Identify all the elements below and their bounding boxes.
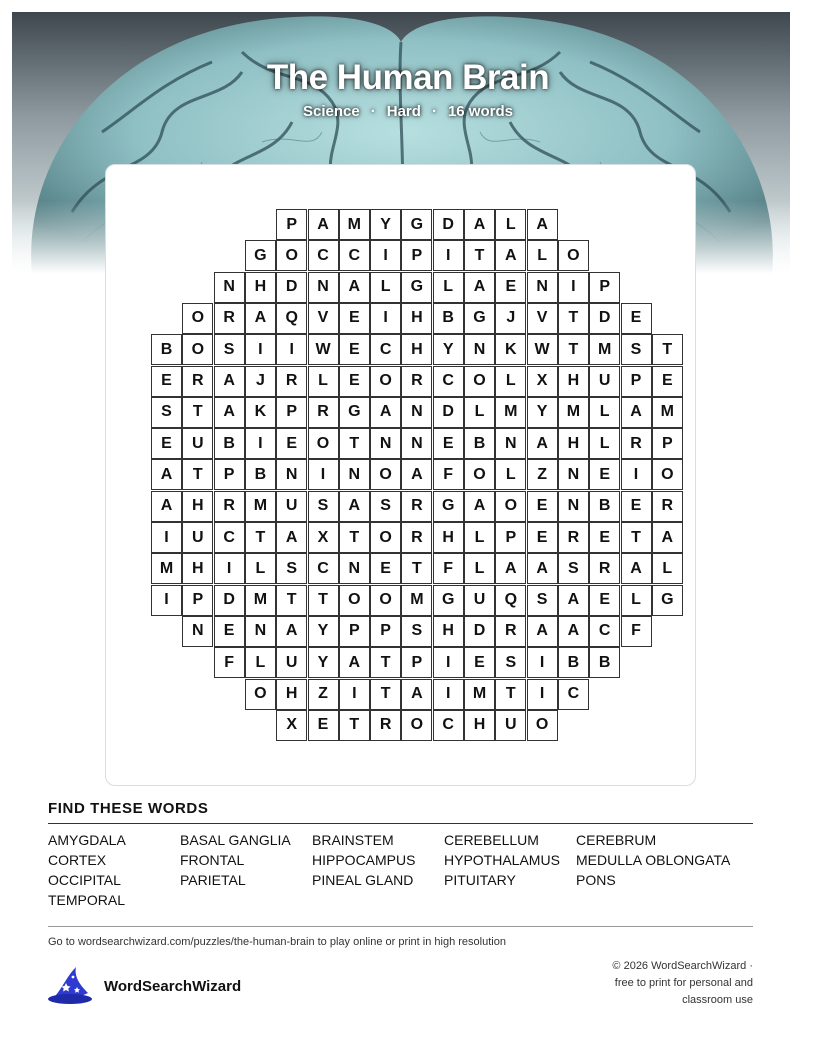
- grid-cell[interactable]: E: [652, 366, 683, 397]
- separator-dot: ·: [431, 103, 437, 120]
- grid-cell[interactable]: A: [464, 491, 495, 522]
- grid-cell[interactable]: B: [151, 334, 182, 365]
- grid-cell[interactable]: O: [370, 459, 401, 490]
- word-list-item: CEREBRUM: [576, 832, 657, 848]
- grid-cell[interactable]: R: [495, 616, 526, 647]
- grid-cell[interactable]: L: [527, 240, 558, 271]
- grid-cell[interactable]: X: [527, 366, 558, 397]
- grid-cell[interactable]: Z: [308, 679, 339, 710]
- grid-cell[interactable]: T: [182, 459, 213, 490]
- grid-cell[interactable]: F: [621, 616, 652, 647]
- grid-cell[interactable]: R: [652, 491, 683, 522]
- grid-cell[interactable]: D: [433, 397, 464, 428]
- grid-cell[interactable]: W: [308, 334, 339, 365]
- grid-cell[interactable]: N: [214, 272, 245, 303]
- grid-cell[interactable]: I: [245, 428, 276, 459]
- grid-cell[interactable]: G: [401, 209, 432, 240]
- grid-cell[interactable]: M: [558, 397, 589, 428]
- grid-cell[interactable]: R: [182, 366, 213, 397]
- grid-cell[interactable]: N: [401, 397, 432, 428]
- grid-cell[interactable]: A: [652, 522, 683, 553]
- grid-cell[interactable]: M: [339, 209, 370, 240]
- grid-cell[interactable]: W: [527, 334, 558, 365]
- grid-cell[interactable]: E: [214, 616, 245, 647]
- brand-name: WordSearchWizard: [104, 978, 242, 995]
- grid-cell[interactable]: A: [370, 397, 401, 428]
- grid-cell[interactable]: D: [276, 272, 307, 303]
- grid-cell[interactable]: A: [401, 679, 432, 710]
- grid-cell[interactable]: D: [214, 585, 245, 616]
- word-list-item: HIPPOCAMPUS: [312, 852, 416, 868]
- grid-cell[interactable]: C: [558, 679, 589, 710]
- grid-cell[interactable]: D: [589, 303, 620, 334]
- grid-cell[interactable]: R: [370, 710, 401, 741]
- grid-cell[interactable]: S: [276, 553, 307, 584]
- grid-cell[interactable]: L: [464, 553, 495, 584]
- grid-cell[interactable]: P: [214, 459, 245, 490]
- word-list: [48, 832, 758, 908]
- grid-cell[interactable]: A: [527, 209, 558, 240]
- grid-cell[interactable]: B: [214, 428, 245, 459]
- wizard-hat-icon: [46, 963, 94, 1010]
- grid-cell[interactable]: F: [214, 647, 245, 678]
- word-list-item: PONS: [576, 872, 616, 888]
- grid-cell[interactable]: A: [401, 459, 432, 490]
- grid-cell[interactable]: C: [370, 334, 401, 365]
- grid-cell[interactable]: T: [339, 522, 370, 553]
- copyright-line: © 2026 WordSearchWizard ·: [612, 960, 753, 972]
- grid-cell[interactable]: E: [621, 303, 652, 334]
- grid-cell[interactable]: J: [495, 303, 526, 334]
- grid-cell[interactable]: C: [308, 240, 339, 271]
- grid-cell[interactable]: A: [527, 616, 558, 647]
- grid-cell[interactable]: G: [433, 491, 464, 522]
- grid-cell[interactable]: H: [182, 491, 213, 522]
- grid-cell[interactable]: O: [370, 522, 401, 553]
- grid-cell[interactable]: N: [339, 553, 370, 584]
- grid-cell[interactable]: N: [495, 428, 526, 459]
- grid-cell[interactable]: G: [652, 585, 683, 616]
- grid-cell[interactable]: B: [589, 647, 620, 678]
- grid-cell[interactable]: O: [527, 710, 558, 741]
- grid-cell[interactable]: Y: [308, 616, 339, 647]
- word-list-item: MEDULLA OBLONGATA: [576, 852, 731, 868]
- grid-cell[interactable]: A: [339, 272, 370, 303]
- grid-cell[interactable]: H: [401, 334, 432, 365]
- grid-cell[interactable]: O: [464, 366, 495, 397]
- grid-cell[interactable]: H: [464, 710, 495, 741]
- grid-cell[interactable]: A: [527, 428, 558, 459]
- grid-cell[interactable]: M: [464, 679, 495, 710]
- grid-cell[interactable]: I: [370, 303, 401, 334]
- grid-cell[interactable]: N: [464, 334, 495, 365]
- grid-cell[interactable]: A: [276, 522, 307, 553]
- grid-cell[interactable]: T: [401, 553, 432, 584]
- word-count-label: 16 words: [447, 103, 513, 120]
- grid-cell[interactable]: L: [464, 397, 495, 428]
- grid-cell[interactable]: A: [214, 366, 245, 397]
- grid-cell[interactable]: C: [433, 366, 464, 397]
- grid-cell[interactable]: I: [151, 522, 182, 553]
- grid-cell[interactable]: A: [339, 647, 370, 678]
- grid-cell[interactable]: A: [245, 303, 276, 334]
- word-list-item: PARIETAL: [180, 872, 246, 888]
- grid-cell[interactable]: I: [433, 679, 464, 710]
- grid-cell[interactable]: N: [370, 428, 401, 459]
- grid-cell[interactable]: A: [464, 272, 495, 303]
- grid-cell[interactable]: U: [182, 428, 213, 459]
- grid-cell[interactable]: I: [339, 679, 370, 710]
- grid-cell[interactable]: O: [495, 491, 526, 522]
- grid-cell[interactable]: I: [308, 459, 339, 490]
- grid-cell[interactable]: R: [589, 553, 620, 584]
- grid-cell[interactable]: C: [433, 710, 464, 741]
- grid-cell[interactable]: R: [276, 366, 307, 397]
- grid-cell[interactable]: O: [401, 710, 432, 741]
- grid-cell[interactable]: L: [245, 647, 276, 678]
- grid-cell[interactable]: O: [370, 366, 401, 397]
- grid-cell[interactable]: T: [558, 334, 589, 365]
- grid-cell[interactable]: T: [370, 679, 401, 710]
- grid-cell[interactable]: L: [245, 553, 276, 584]
- grid-cell[interactable]: S: [495, 647, 526, 678]
- grid-cell[interactable]: F: [433, 553, 464, 584]
- puzzle-card: [105, 164, 696, 786]
- grid-cell[interactable]: Y: [527, 397, 558, 428]
- grid-cell[interactable]: L: [495, 209, 526, 240]
- grid-cell[interactable]: N: [527, 272, 558, 303]
- grid-cell[interactable]: A: [308, 209, 339, 240]
- grid-cell[interactable]: B: [558, 647, 589, 678]
- grid-cell[interactable]: H: [558, 428, 589, 459]
- grid-cell[interactable]: M: [589, 334, 620, 365]
- word-list-item: TEMPORAL: [48, 892, 126, 908]
- grid-cell[interactable]: A: [151, 491, 182, 522]
- grid-cell[interactable]: H: [276, 679, 307, 710]
- grid-cell[interactable]: A: [495, 553, 526, 584]
- grid-cell[interactable]: T: [370, 647, 401, 678]
- grid-cell[interactable]: L: [370, 272, 401, 303]
- grid-cell[interactable]: T: [652, 334, 683, 365]
- grid-cell[interactable]: A: [214, 397, 245, 428]
- grid-cell[interactable]: I: [214, 553, 245, 584]
- grid-cell[interactable]: S: [621, 334, 652, 365]
- grid-cell[interactable]: K: [495, 334, 526, 365]
- grid-cell[interactable]: B: [433, 303, 464, 334]
- grid-cell[interactable]: A: [276, 616, 307, 647]
- grid-cell[interactable]: A: [558, 616, 589, 647]
- grid-cell[interactable]: L: [652, 553, 683, 584]
- grid-cell[interactable]: P: [339, 616, 370, 647]
- grid-cell[interactable]: E: [370, 553, 401, 584]
- grid-cell[interactable]: P: [652, 428, 683, 459]
- grid-cell[interactable]: H: [245, 272, 276, 303]
- grid-cell[interactable]: E: [527, 491, 558, 522]
- grid-cell[interactable]: Q: [495, 585, 526, 616]
- grid-cell[interactable]: T: [558, 303, 589, 334]
- grid-cell[interactable]: U: [276, 647, 307, 678]
- copyright-line: free to print for personal and: [614, 977, 753, 989]
- grid-cell[interactable]: E: [339, 334, 370, 365]
- grid-cell[interactable]: H: [182, 553, 213, 584]
- grid-cell[interactable]: U: [464, 585, 495, 616]
- grid-cell[interactable]: I: [370, 240, 401, 271]
- grid-cell[interactable]: C: [214, 522, 245, 553]
- grid-cell[interactable]: R: [621, 428, 652, 459]
- grid-cell[interactable]: N: [558, 459, 589, 490]
- grid-cell[interactable]: P: [589, 272, 620, 303]
- grid-cell[interactable]: R: [214, 303, 245, 334]
- puzzle-title: The Human Brain: [266, 58, 550, 97]
- grid-cell[interactable]: U: [589, 366, 620, 397]
- grid-cell[interactable]: S: [151, 397, 182, 428]
- grid-cell[interactable]: I: [245, 334, 276, 365]
- grid-cell[interactable]: S: [558, 553, 589, 584]
- grid-cell[interactable]: N: [245, 616, 276, 647]
- puzzle-meta: [0, 103, 816, 120]
- grid-cell[interactable]: O: [308, 428, 339, 459]
- grid-cell[interactable]: N: [401, 428, 432, 459]
- grid-cell[interactable]: N: [308, 272, 339, 303]
- grid-cell[interactable]: U: [182, 522, 213, 553]
- grid-cell[interactable]: C: [589, 616, 620, 647]
- grid-cell[interactable]: A: [527, 553, 558, 584]
- grid-cell[interactable]: O: [245, 679, 276, 710]
- grid-cell[interactable]: G: [339, 397, 370, 428]
- grid-cell[interactable]: E: [621, 491, 652, 522]
- grid-cell[interactable]: A: [621, 397, 652, 428]
- copyright-notice: [593, 958, 753, 1009]
- grid-cell[interactable]: T: [339, 710, 370, 741]
- grid-cell[interactable]: N: [558, 491, 589, 522]
- word-list-item: HYPOTHALAMUS: [444, 852, 560, 868]
- grid-cell[interactable]: B: [245, 459, 276, 490]
- grid-cell[interactable]: T: [308, 585, 339, 616]
- footer-note: Go to wordsearchwizard.com/puzzles/the-human-brain to play online or print in high resolution: [48, 936, 506, 948]
- grid-cell[interactable]: G: [464, 303, 495, 334]
- grid-cell[interactable]: P: [495, 522, 526, 553]
- grid-cell[interactable]: I: [527, 647, 558, 678]
- grid-cell[interactable]: Y: [308, 647, 339, 678]
- divider: [48, 823, 753, 824]
- grid-cell[interactable]: E: [527, 522, 558, 553]
- grid-cell[interactable]: B: [464, 428, 495, 459]
- grid-cell[interactable]: U: [495, 710, 526, 741]
- grid-cell[interactable]: M: [245, 491, 276, 522]
- grid-cell[interactable]: Y: [370, 209, 401, 240]
- grid-cell[interactable]: E: [276, 428, 307, 459]
- separator-dot: ·: [370, 103, 376, 120]
- word-list-item: AMYGDALA: [48, 832, 126, 848]
- brand[interactable]: [46, 963, 241, 1010]
- grid-cell[interactable]: S: [370, 491, 401, 522]
- grid-cell[interactable]: M: [245, 585, 276, 616]
- grid-cell[interactable]: T: [464, 240, 495, 271]
- grid-cell[interactable]: T: [621, 522, 652, 553]
- grid-cell[interactable]: L: [464, 522, 495, 553]
- grid-cell[interactable]: H: [433, 616, 464, 647]
- grid-cell[interactable]: S: [214, 334, 245, 365]
- grid-cell[interactable]: S: [527, 585, 558, 616]
- grid-cell[interactable]: I: [558, 272, 589, 303]
- grid-cell[interactable]: P: [621, 366, 652, 397]
- grid-cell[interactable]: R: [214, 491, 245, 522]
- grid-cell[interactable]: S: [308, 491, 339, 522]
- grid-cell[interactable]: T: [339, 428, 370, 459]
- grid-cell[interactable]: L: [589, 428, 620, 459]
- copyright-line: classroom use: [682, 994, 753, 1006]
- grid-cell[interactable]: P: [401, 240, 432, 271]
- grid-cell[interactable]: L: [433, 272, 464, 303]
- grid-cell[interactable]: B: [589, 491, 620, 522]
- grid-cell[interactable]: T: [182, 397, 213, 428]
- grid-cell[interactable]: I: [276, 334, 307, 365]
- grid-cell[interactable]: I: [151, 585, 182, 616]
- word-list-item: CORTEX: [48, 852, 107, 868]
- grid-cell[interactable]: Y: [433, 334, 464, 365]
- grid-cell[interactable]: V: [308, 303, 339, 334]
- grid-cell[interactable]: P: [370, 616, 401, 647]
- grid-cell[interactable]: G: [245, 240, 276, 271]
- word-list-item: OCCIPITAL: [48, 872, 121, 888]
- grid-cell[interactable]: M: [151, 553, 182, 584]
- divider: [48, 926, 753, 927]
- grid-cell[interactable]: E: [495, 272, 526, 303]
- grid-cell[interactable]: M: [652, 397, 683, 428]
- grid-cell[interactable]: T: [495, 679, 526, 710]
- word-list-item: BASAL GANGLIA: [180, 832, 291, 848]
- grid-cell[interactable]: F: [433, 459, 464, 490]
- grid-cell[interactable]: O: [276, 240, 307, 271]
- word-list-item: BRAINSTEM: [312, 832, 394, 848]
- word-list-heading: FIND THESE WORDS: [48, 800, 209, 817]
- grid-cell[interactable]: O: [464, 459, 495, 490]
- grid-cell[interactable]: S: [401, 616, 432, 647]
- difficulty-label: Hard: [386, 103, 421, 120]
- grid-cell[interactable]: H: [433, 522, 464, 553]
- grid-cell[interactable]: A: [558, 585, 589, 616]
- grid-cell[interactable]: O: [652, 459, 683, 490]
- grid-cell[interactable]: L: [495, 459, 526, 490]
- grid-cell[interactable]: A: [621, 553, 652, 584]
- grid-cell[interactable]: N: [339, 459, 370, 490]
- grid-cell[interactable]: L: [589, 397, 620, 428]
- grid-cell[interactable]: E: [339, 366, 370, 397]
- grid-cell[interactable]: R: [308, 397, 339, 428]
- grid-cell[interactable]: D: [433, 209, 464, 240]
- grid-cell[interactable]: N: [182, 616, 213, 647]
- grid-cell[interactable]: L: [495, 366, 526, 397]
- grid-cell[interactable]: I: [433, 647, 464, 678]
- grid-cell[interactable]: O: [339, 585, 370, 616]
- grid-cell[interactable]: D: [464, 616, 495, 647]
- grid-cell[interactable]: P: [182, 585, 213, 616]
- grid-cell[interactable]: E: [308, 710, 339, 741]
- word-list-item: PINEAL GLAND: [312, 872, 414, 888]
- grid-cell[interactable]: M: [401, 585, 432, 616]
- grid-cell[interactable]: G: [433, 585, 464, 616]
- grid-cell[interactable]: E: [151, 366, 182, 397]
- grid-cell[interactable]: R: [401, 491, 432, 522]
- grid-cell[interactable]: O: [182, 303, 213, 334]
- grid-cell[interactable]: G: [401, 272, 432, 303]
- grid-cell[interactable]: O: [182, 334, 213, 365]
- grid-cell[interactable]: O: [370, 585, 401, 616]
- grid-cell[interactable]: I: [433, 240, 464, 271]
- grid-cell[interactable]: P: [401, 647, 432, 678]
- grid-cell[interactable]: M: [495, 397, 526, 428]
- grid-cell[interactable]: R: [558, 522, 589, 553]
- grid-cell[interactable]: I: [621, 459, 652, 490]
- grid-cell[interactable]: A: [339, 491, 370, 522]
- grid-cell[interactable]: E: [433, 428, 464, 459]
- grid-cell[interactable]: R: [401, 366, 432, 397]
- grid-cell[interactable]: E: [589, 585, 620, 616]
- grid-cell[interactable]: A: [464, 209, 495, 240]
- grid-cell[interactable]: U: [276, 491, 307, 522]
- grid-cell[interactable]: E: [151, 428, 182, 459]
- category-label: Science: [303, 103, 360, 120]
- grid-cell[interactable]: H: [558, 366, 589, 397]
- grid-cell[interactable]: E: [339, 303, 370, 334]
- grid-cell[interactable]: A: [495, 240, 526, 271]
- grid-cell[interactable]: C: [339, 240, 370, 271]
- grid-cell[interactable]: E: [589, 522, 620, 553]
- grid-cell[interactable]: P: [276, 209, 307, 240]
- grid-cell[interactable]: I: [527, 679, 558, 710]
- grid-cell[interactable]: X: [308, 522, 339, 553]
- grid-cell[interactable]: H: [401, 303, 432, 334]
- grid-cell[interactable]: E: [589, 459, 620, 490]
- word-list-item: PITUITARY: [444, 872, 516, 888]
- grid-cell[interactable]: K: [245, 397, 276, 428]
- grid-cell[interactable]: L: [621, 585, 652, 616]
- grid-cell[interactable]: T: [245, 522, 276, 553]
- grid-cell[interactable]: X: [276, 710, 307, 741]
- grid-cell[interactable]: V: [527, 303, 558, 334]
- grid-cell[interactable]: J: [245, 366, 276, 397]
- grid-cell[interactable]: Z: [527, 459, 558, 490]
- grid-cell[interactable]: T: [276, 585, 307, 616]
- grid-cell[interactable]: R: [401, 522, 432, 553]
- grid-cell[interactable]: A: [151, 459, 182, 490]
- grid-cell[interactable]: N: [276, 459, 307, 490]
- word-list-item: FRONTAL: [180, 852, 245, 868]
- grid-cell[interactable]: O: [558, 240, 589, 271]
- grid-cell[interactable]: L: [308, 366, 339, 397]
- grid-cell[interactable]: Q: [276, 303, 307, 334]
- grid-cell[interactable]: P: [276, 397, 307, 428]
- grid-cell[interactable]: E: [464, 647, 495, 678]
- word-list-item: CEREBELLUM: [444, 832, 539, 848]
- grid-cell[interactable]: C: [308, 553, 339, 584]
